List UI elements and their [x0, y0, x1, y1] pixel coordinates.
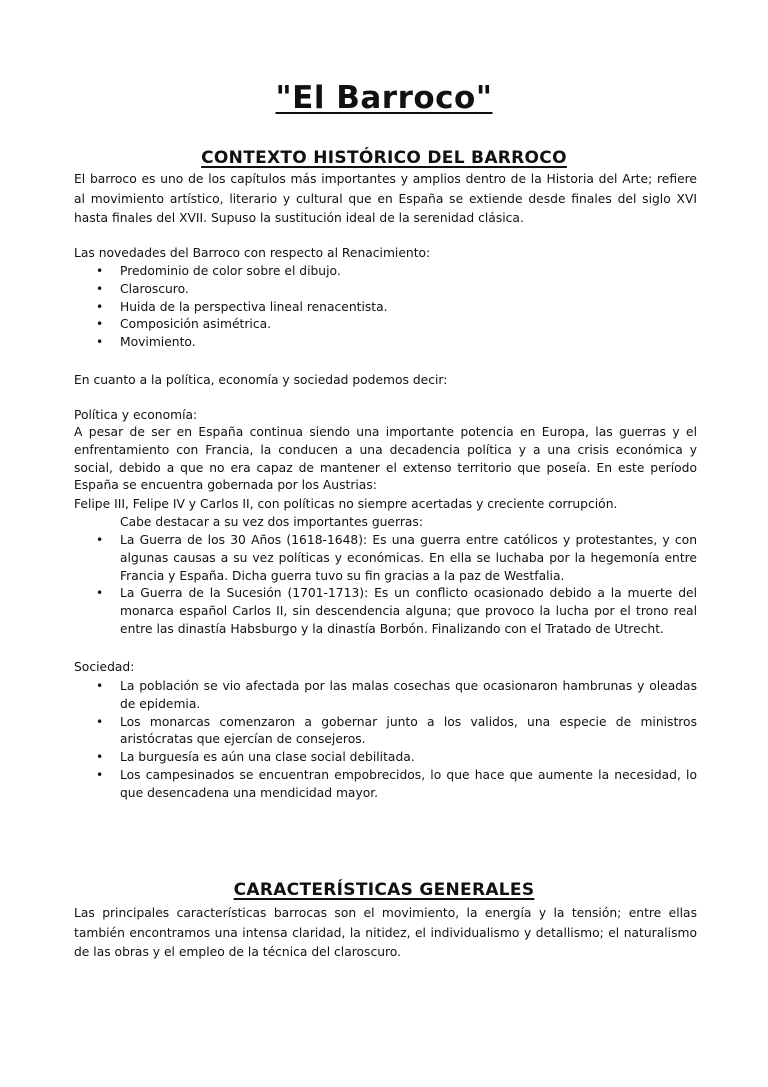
novedades-intro: Las novedades del Barroco con respecto al Renacimiento:	[74, 246, 431, 260]
list-item: • Movimiento.	[74, 334, 697, 352]
intro-paragraph: El barroco es uno de los capítulos más importantes y amplios dentro de la Historia del Arte; refiere al movimiento artístico, literario y cultural que en España se extiende desde finales del siglo XVI hasta finales del XVII. Supuso la sustitución ideal de la serenidad clásica.	[74, 172, 697, 226]
sociedad-label: Sociedad:	[74, 660, 135, 674]
list-item: • Predominio de color sobre el dibujo.	[74, 263, 697, 281]
list-item: • Huida de la perspectiva lineal renacentista.	[74, 299, 697, 317]
list-item: • Composición asimétrica.	[74, 316, 697, 334]
politica-label: Política y economía:	[74, 408, 198, 422]
section-heading-caracteristicas: CARACTERÍSTICAS GENERALES	[233, 880, 535, 900]
section-heading-contexto: CONTEXTO HISTÓRICO DEL BARROCO	[201, 148, 567, 168]
list-item: • Los monarcas comenzaron a gobernar junto a los validos, una especie de ministros aristócratas que ejercían de consejeros.	[74, 714, 697, 750]
guerras-intro: Cabe destacar a su vez dos importantes guerras:	[120, 515, 423, 529]
document-title: "El Barroco"	[275, 80, 493, 116]
politica-paragraph: A pesar de ser en España continua siendo una importante potencia en Europa, las guerras y el enfrentamiento con Francia, la conducen a una decadencia política y a una crisis económica y social, debido a que no era capaz de mantener el extenso territorio que poseía. En este período España se encuentra gobernada por los Austrias:	[74, 425, 697, 493]
list-item: • La Guerra de la Sucesión (1701-1713): Es un conflicto ocasionado debido a la muerte del monarca español Carlos II, sin descendencia alguna; que provoco la lucha por el trono real entre las dinastía Habsburgo y la dinastía Borbón. Finalizando con el Tratado de Utrecht.	[74, 585, 697, 638]
list-item: • La burguesía es aún una clase social debilitada.	[74, 749, 697, 767]
caracteristicas-paragraph: Las principales características barrocas son el movimiento, la energía y la tensión; entre ellas también encontramos una intensa claridad, la nitidez, el individualismo y detallismo; el naturalismo de las obras y el empleo de la técnica del claroscuro.	[74, 906, 697, 960]
guerras-list	[74, 532, 697, 639]
sociedad-list	[74, 678, 697, 803]
list-item: • Claroscuro.	[74, 281, 697, 299]
reyes-line: Felipe III, Felipe IV y Carlos II, con políticas no siempre acertadas y creciente corrupción.	[74, 497, 618, 511]
list-item: • Los campesinados se encuentran empobrecidos, lo que hace que aumente la necesidad, lo que desencadena una mendicidad mayor.	[74, 767, 697, 803]
list-item: • La Guerra de los 30 Años (1618-1648): Es una guerra entre católicos y protestantes, y con algunas causas a su vez políticas y económicas. En ella se luchaba por la hegemonía entre Francia y España. Dicha guerra tuvo su fin gracias a la paz de Westfalia.	[74, 532, 697, 585]
context-intro: En cuanto a la política, economía y sociedad podemos decir:	[74, 373, 448, 387]
novedades-list	[74, 263, 697, 352]
list-item: • La población se vio afectada por las malas cosechas que ocasionaron hambrunas y oleadas de epidemia.	[74, 678, 697, 714]
